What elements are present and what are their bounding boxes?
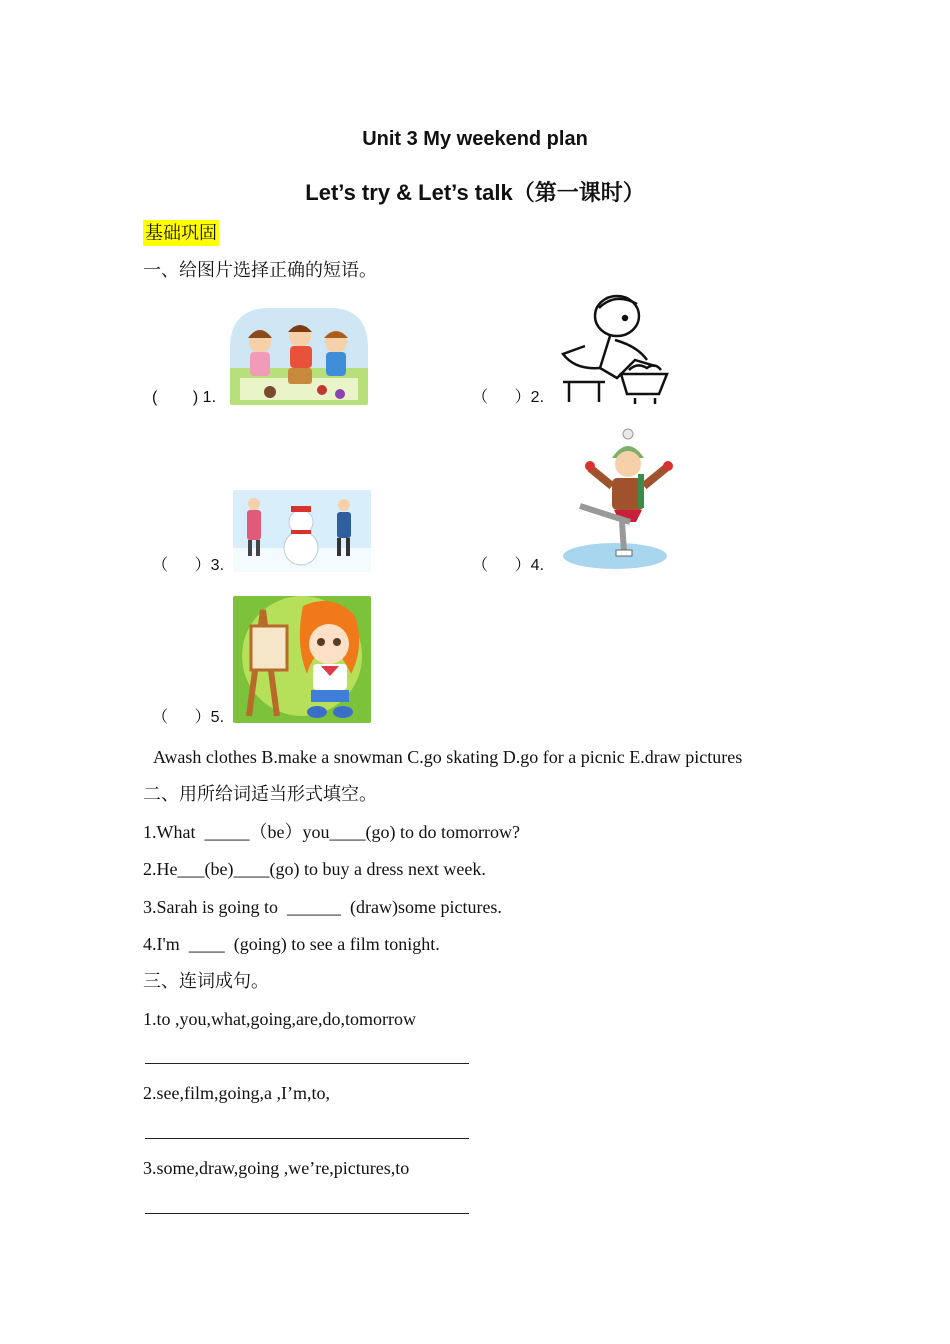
wash-clothes-picture <box>555 290 680 405</box>
worksheet-title: Unit 3 My weekend plan <box>362 128 588 150</box>
picnic-picture <box>230 308 368 405</box>
part3-item-3: 3.some,draw,going ,we’re,pictures,to <box>143 1158 410 1178</box>
part3-heading: 三、连词成句。 <box>143 971 269 991</box>
skating-picture <box>560 428 680 573</box>
question-5-label: （ ）5. <box>152 709 225 726</box>
part1-heading: 一、给图片选择正确的短语。 <box>143 260 377 280</box>
part2-item-4: 4.I'm ____ (going) to see a film tonight. <box>143 934 440 954</box>
part3-item-2: 2.see,film,going,a ,I’m,to, <box>143 1083 330 1103</box>
question-2-label: （ ）2. <box>472 389 545 406</box>
answer-line-2[interactable] <box>145 1138 469 1139</box>
answer-line-3[interactable] <box>145 1213 469 1214</box>
part2-item-3: 3.Sarah is going to ______ (draw)some pictures. <box>143 897 502 917</box>
section-tag: 基础巩固 <box>143 220 219 246</box>
part3-item-1: 1.to ,you,what,going,are,do,tomorrow <box>143 1009 416 1029</box>
part2-heading: 二、用所给词适当形式填空。 <box>143 784 377 804</box>
worksheet-subtitle: Let’s try & Let’s talk（第一课时） <box>305 180 645 205</box>
part2-item-2: 2.He___(be)____(go) to buy a dress next week. <box>143 859 486 879</box>
snowman-picture <box>233 490 371 572</box>
part2-item-1: 1.What _____（be）you____(go) to do tomorrow? <box>143 822 520 842</box>
draw-pictures-picture <box>233 596 371 723</box>
question-4-label: （ ）4. <box>472 557 545 574</box>
options-line: Awash clothes B.make a snowman C.go skating D.go for a picnic E.draw pictures <box>153 747 743 767</box>
answer-line-1[interactable] <box>145 1063 469 1064</box>
question-3-label: （ ）3. <box>152 557 225 574</box>
question-1-label: ( ) 1. <box>152 389 217 406</box>
